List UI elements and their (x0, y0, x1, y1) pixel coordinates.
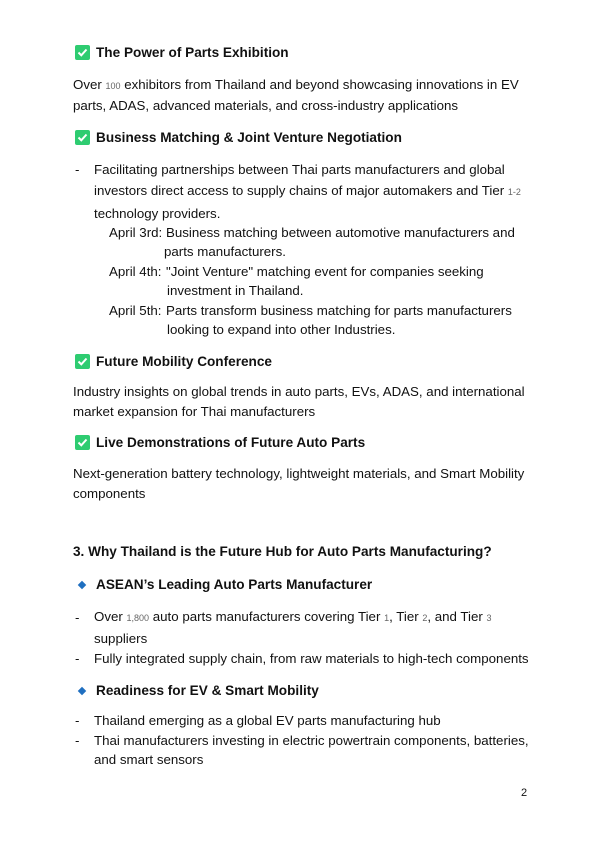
schedule-date: April 3rd: (109, 225, 163, 240)
bullet-dash: - (75, 162, 80, 177)
text: investors direct access to supply chains of major automakers and Tier (94, 183, 508, 198)
checkbox-checked-icon (75, 130, 90, 145)
bullet-line (94, 609, 492, 624)
bullet-dash: - (75, 713, 80, 728)
bullet-dash: - (75, 651, 80, 666)
paragraph-line: Industry insights on global trends in auto parts, EVs, ADAS, and international (73, 384, 525, 399)
number: 3 (486, 613, 492, 623)
number: 1 (384, 613, 390, 623)
section-heading: 3. Why Thailand is the Future Hub for Auto Parts Manufacturing? (73, 544, 492, 559)
text: auto parts manufacturers covering Tier (149, 609, 385, 624)
page-number: 2 (521, 787, 528, 799)
paragraph-line: parts, ADAS, advanced materials, and cross-industry applications (73, 98, 459, 113)
bullet-line: Fully integrated supply chain, from raw materials to high-tech components (94, 651, 529, 666)
checkbox-checked-icon (75, 45, 90, 60)
checkbox-checked-icon (75, 435, 90, 450)
paragraph-line: Next-generation battery technology, lightweight materials, and Smart Mobility (73, 466, 525, 481)
paragraph-line: components (73, 486, 146, 501)
paragraph-line: market expansion for Thai manufacturers (73, 404, 316, 419)
bullet-line: and smart sensors (94, 752, 204, 767)
number: 2 (422, 613, 428, 623)
section-title: Live Demonstrations of Future Auto Parts (96, 435, 366, 450)
schedule-text: Business matching between automotive manufacturers and (166, 225, 515, 240)
section-title: The Power of Parts Exhibition (96, 45, 289, 60)
number: 100 (105, 81, 121, 91)
schedule-date: April 5th: (109, 303, 162, 318)
text: Over (73, 77, 106, 92)
subsection-title: Readiness for EV & Smart Mobility (96, 683, 319, 698)
subsection-title: ASEAN’s Leading Auto Parts Manufacturer (96, 577, 373, 592)
checkbox-checked-icon (75, 354, 90, 369)
section-title: Business Matching & Joint Venture Negotiation (96, 130, 402, 145)
diamond-bullet-icon (78, 687, 86, 695)
schedule-text: parts manufacturers. (164, 244, 286, 259)
schedule-date: April 4th: (109, 264, 162, 279)
bullet-dash: - (75, 733, 80, 748)
schedule-text: "Joint Venture" matching event for companies seeking (166, 264, 484, 279)
schedule-text: investment in Thailand. (167, 283, 304, 298)
number: 1-2 (507, 187, 521, 197)
schedule-text: Parts transform business matching for parts manufacturers (166, 303, 512, 318)
bullet-line (94, 183, 521, 198)
text: , Tier (389, 609, 423, 624)
paragraph-line (73, 77, 519, 92)
diamond-bullet-icon (78, 581, 86, 589)
text: exhibitors from Thailand and beyond showcasing innovations in EV (120, 77, 519, 92)
text: , and Tier (427, 609, 487, 624)
schedule-text: looking to expand into other Industries. (167, 322, 396, 337)
bullet-line: Thailand emerging as a global EV parts manufacturing hub (94, 713, 441, 728)
bullet-dash: - (75, 610, 80, 625)
bullet-line: technology providers. (94, 206, 221, 221)
section-title: Future Mobility Conference (96, 354, 272, 369)
number: 1,800 (126, 613, 150, 623)
bullet-line: suppliers (94, 631, 148, 646)
text: Over (94, 609, 127, 624)
bullet-line: Facilitating partnerships between Thai parts manufacturers and global (94, 162, 505, 177)
bullet-line: Thai manufacturers investing in electric powertrain components, batteries, (94, 733, 529, 748)
